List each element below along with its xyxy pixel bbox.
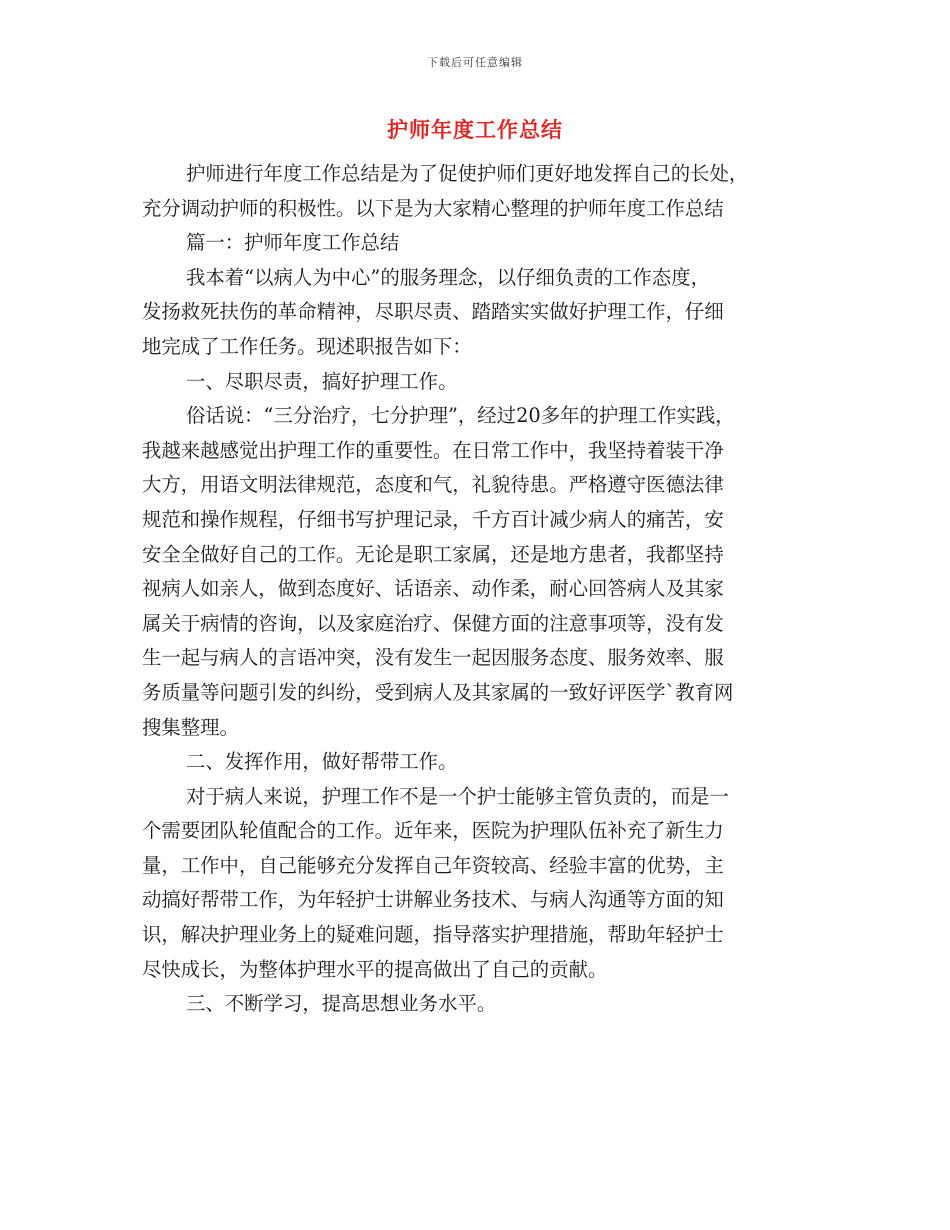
page-header-note: 下载后可任意编辑 <box>427 56 523 69</box>
paragraph-line: 充分调动护师的积极性。以下是为大家精心整理的护师年度工作总结 <box>142 196 724 220</box>
section-heading: 篇一：护师年度工作总结 <box>186 231 400 255</box>
paragraph-line: 地完成了工作任务。现述职报告如下： <box>142 334 472 358</box>
paragraph-line: 发扬救死扶伤的革命精神，尽职尽责、踏踏实实做好护理工作，仔细 <box>142 300 724 324</box>
section-heading: 三、不断学习，提高思想业务水平。 <box>186 992 497 1016</box>
paragraph-line: 量，工作中，自己能够充分发挥自己年资较高、经验丰富的优势，主 <box>142 853 724 877</box>
document-title: 护师年度工作总结 <box>387 117 563 142</box>
paragraph-line: 属关于病情的咨询，以及家庭治疗、保健方面的注意事项等，没有发 <box>142 611 724 635</box>
paragraph-line: 对于病人来说，护理工作不是一个护士能够主管负责的，而是一 <box>186 784 729 808</box>
paragraph-line: 我本着“以病人为中心”的服务理念，以仔细负责的工作态度， <box>186 265 710 289</box>
paragraph-line: 生一起与病人的言语冲突，没有发生一起因服务态度、服务效率、服 <box>142 646 724 670</box>
paragraph-line: 我越来越感觉出护理工作的重要性。在日常工作中，我坚持着装干净 <box>142 438 724 462</box>
document-body <box>142 157 810 1022</box>
paragraph-line: 安全全做好自己的工作。无论是职工家属，还是地方患者，我都坚持 <box>142 542 724 566</box>
section-heading: 一、尽职尽责，搞好护理工作。 <box>186 369 458 393</box>
paragraph-line: 务质量等问题引发的纠纷，受到病人及其家属的一致好评医学`教育网 <box>142 680 734 704</box>
paragraph-line: 俗话说：“三分治疗，七分护理”，经过20多年的护理工作实践， <box>186 404 735 428</box>
paragraph-line: 大方，用语文明法律规范，态度和气，礼貌待患。严格遵守医德法律 <box>142 473 724 497</box>
paragraph-line: 搜集整理。 <box>142 715 239 739</box>
paragraph-line: 视病人如亲人，做到态度好、话语亲、动作柔，耐心回答病人及其家 <box>142 577 724 601</box>
paragraph-line: 识，解决护理业务上的疑难问题，指导落实护理措施，帮助年轻护士 <box>142 923 724 947</box>
paragraph-line: 尽快成长，为整体护理水平的提高做出了自己的贡献。 <box>142 957 608 981</box>
section-heading: 二、发挥作用，做好帮带工作。 <box>186 750 458 774</box>
paragraph-line: 护师进行年度工作总结是为了促使护师们更好地发挥自己的长处， <box>186 162 749 185</box>
paragraph-line: 动搞好帮带工作，为年轻护士讲解业务技术、与病人沟通等方面的知 <box>142 888 724 912</box>
paragraph-line: 个需要团队轮值配合的工作。近年来，医院为护理队伍补充了新生力 <box>142 819 724 843</box>
paragraph-line: 规范和操作规程，仔细书写护理记录，千方百计减少病人的痛苦，安 <box>142 507 724 531</box>
